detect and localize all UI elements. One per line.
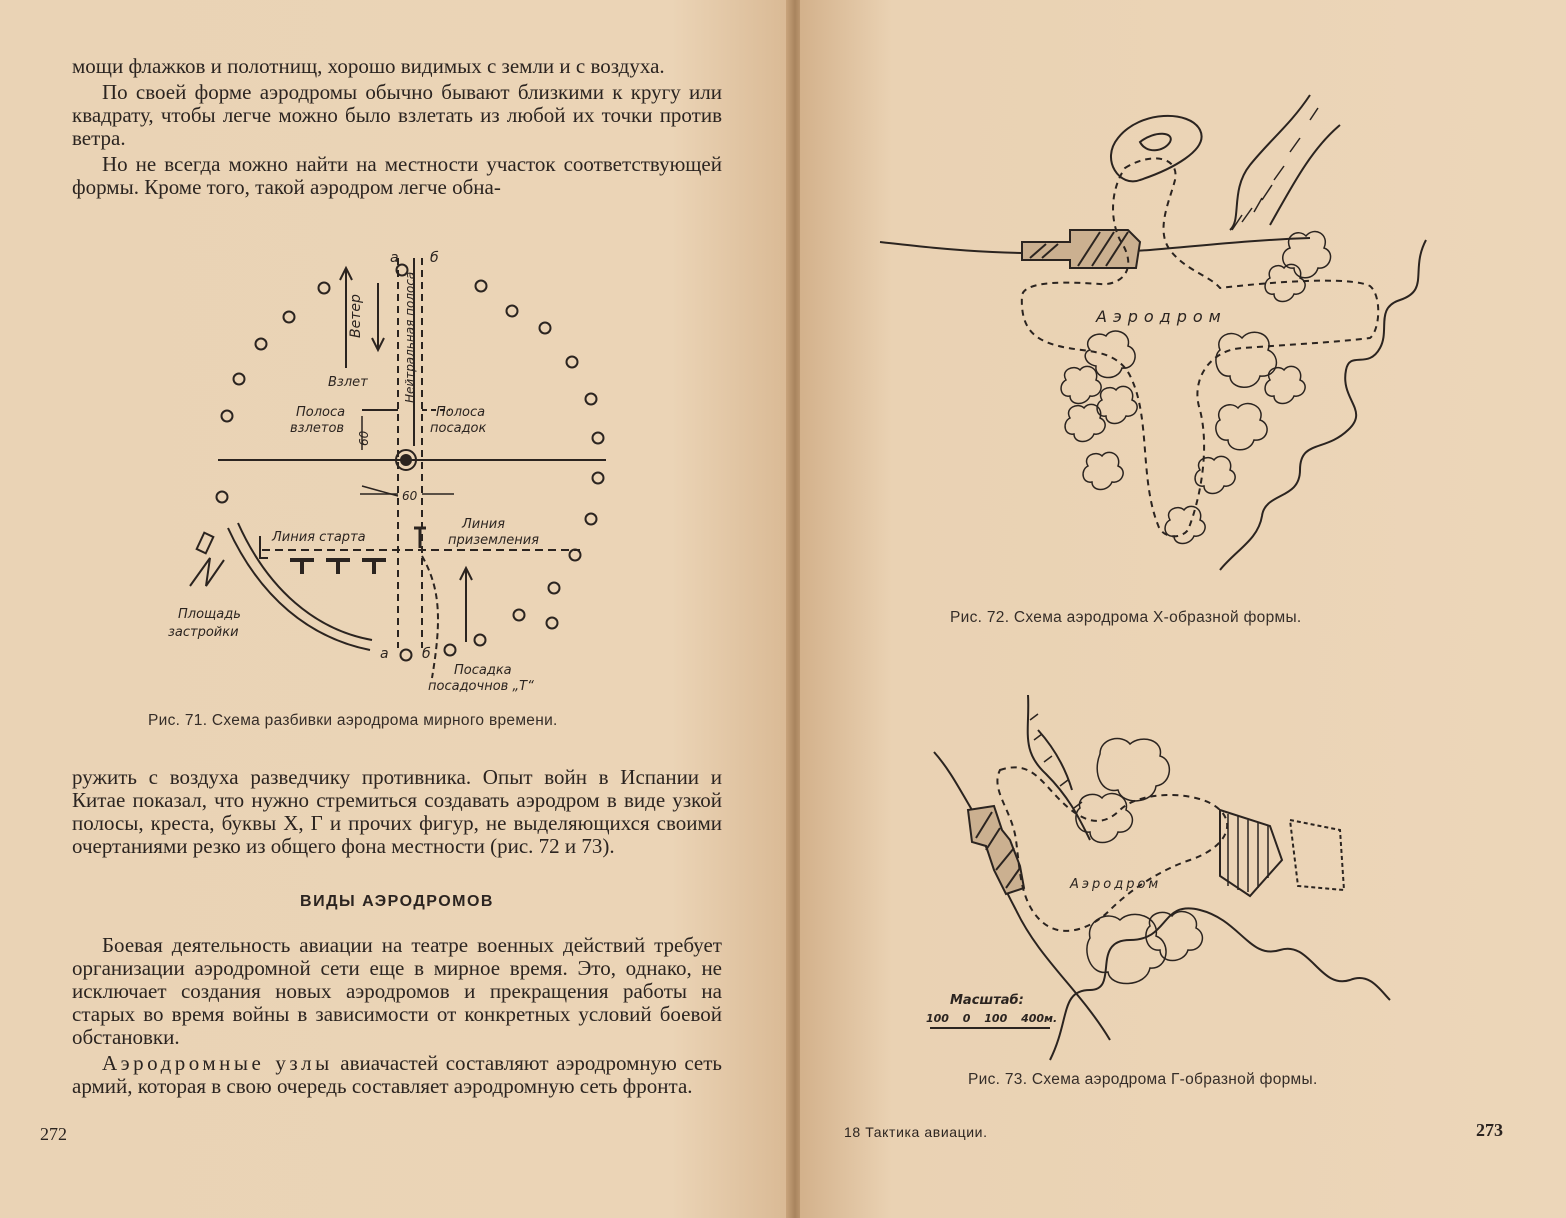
ravine-hatch	[1030, 714, 1082, 808]
paragraph-5: Боевая деятельность авиации на театре военных действий требует организации аэродромной сети еще в мирное время. Это, однако, не исключает создания новых аэродромов и прекращения работы на старых во время войны в зависимости от конкретных условий боевой обстановки.	[72, 933, 722, 1049]
label-building-area-1: Площадь	[178, 607, 241, 622]
figure-71-caption: Рис. 71. Схема разбивки аэродрома мирного времени.	[148, 712, 558, 729]
marker-circle	[445, 645, 456, 656]
right-page	[800, 0, 1566, 1218]
aircraft-icon	[290, 560, 314, 574]
field-hatched-1	[1220, 810, 1282, 896]
building-block	[968, 806, 1024, 894]
label-takeoff-strip-2: взлетов	[290, 421, 345, 436]
marker-circle	[319, 283, 330, 294]
marker-circle	[586, 514, 597, 525]
label-dim-horizontal: 60	[402, 489, 418, 503]
label-landing-strip-2: посадок	[430, 421, 487, 436]
label-landing-t-1: Посадка	[454, 663, 512, 678]
running-footer: 18 Тактика авиации.	[844, 1124, 988, 1140]
marker-circle	[549, 583, 560, 594]
building-symbol-box	[197, 533, 214, 554]
marker-circle	[586, 394, 597, 405]
aircraft-icon	[362, 560, 386, 574]
figure-72-caption: Рис. 72. Схема аэродрома Х-образной формы.	[950, 609, 1302, 626]
paragraph-6-rest: авиачастей составляют аэродромную сеть армий, которая в свою очередь составляет аэродромную сеть фронта.	[72, 1051, 722, 1098]
label-building-area-2: застройки	[168, 625, 239, 640]
label-landing-t-2: посадочнов „Т“	[428, 679, 534, 694]
section-heading: ВИДЫ АЭРОДРОМОВ	[300, 893, 494, 910]
figure-73-airfield-label: Аэродром	[1070, 877, 1162, 892]
figure-73-caption: Рис. 73. Схема аэродрома Г-образной формы.	[968, 1071, 1318, 1088]
center-target-dot	[401, 455, 411, 465]
page-number-left: 272	[40, 1124, 67, 1144]
figure-71-diagram	[150, 238, 630, 698]
building-symbol	[190, 558, 224, 586]
tree-cluster	[1076, 739, 1169, 843]
after-figure-text	[72, 766, 722, 858]
label-landing-line-2: приземления	[448, 533, 539, 548]
marker-circle	[401, 650, 412, 661]
tree-cluster	[1087, 912, 1203, 984]
label-b-bottom: б	[422, 646, 431, 662]
field-hatch	[1228, 814, 1268, 892]
paragraph-1: мощи флажков и полотнищ, хорошо видимых с земли и с воздуха.	[72, 54, 665, 78]
aircraft-icon	[326, 560, 350, 574]
top-text	[72, 55, 722, 199]
marker-circle	[222, 411, 233, 422]
marker-circle	[284, 312, 295, 323]
marker-circle	[547, 618, 558, 629]
ravine-hatch	[1232, 108, 1318, 230]
marker-circle	[540, 323, 551, 334]
label-takeoff: Взлет	[328, 375, 368, 390]
river-line	[1220, 240, 1426, 570]
label-landing-line-1: Линия	[462, 517, 505, 532]
figure-72-airfield-label: Аэродром	[1096, 307, 1227, 326]
field-hatched-2	[1290, 820, 1344, 890]
airfield-outline	[1022, 158, 1378, 536]
paragraph-6	[72, 1052, 722, 1098]
marker-circle	[570, 550, 581, 561]
label-a-top: а	[390, 250, 399, 266]
lake-outline	[1111, 116, 1202, 182]
label-b-top: б	[430, 250, 439, 266]
label-start-line: Линия старта	[272, 530, 366, 545]
river-line	[1050, 908, 1390, 1060]
ravine-left	[1230, 95, 1310, 230]
ravine-left	[1028, 695, 1090, 840]
marker-circle	[514, 610, 525, 621]
marker-circle	[593, 433, 604, 444]
lake-inner	[1140, 134, 1171, 151]
label-landing-strip-1: Полоса	[436, 405, 486, 420]
marker-circle	[476, 281, 487, 292]
label-dim-vertical: 60	[357, 430, 371, 446]
spaced-term: Аэродромные узлы	[102, 1051, 333, 1075]
figure-73-diagram	[920, 690, 1400, 1070]
ravine-right	[1270, 125, 1340, 225]
marker-circle	[567, 357, 578, 368]
label-takeoff-strip-1: Полоса	[296, 405, 346, 420]
label-neutral-strip: Нейтральная полоса	[403, 271, 417, 403]
airfield-outline	[997, 767, 1227, 931]
scale-title: Масштаб:	[950, 993, 1024, 1008]
marker-circle	[507, 306, 518, 317]
tree-cluster	[1165, 332, 1305, 543]
marker-circle	[217, 492, 228, 503]
page-number-right: 273	[1476, 1120, 1503, 1140]
paragraph-4: ружить с воздуха разведчику противника. Опыт войн в Испании и Китае показал, что нужно стремиться создавать аэродром в виде узкой полосы, креста, буквы Х, Г и прочих фигур, не выделяющихся своими очертаниями резко из общего фона местности (рис. 72 и 73).	[72, 765, 722, 858]
label-a-bottom: а	[380, 646, 389, 662]
start-flag	[260, 536, 268, 558]
marker-circle	[475, 635, 486, 646]
label-wind: Ветер	[348, 294, 364, 338]
marker-circle	[256, 339, 267, 350]
marker-circle	[593, 473, 604, 484]
figure-72-diagram	[870, 80, 1470, 590]
paragraph-2: По своей форме аэродромы обычно бывают близкими к кругу или квадрату, чтобы легче можно было взлетать из любой их точки против ветра.	[72, 80, 722, 150]
section-text	[72, 934, 722, 1098]
tree-cluster	[1061, 331, 1137, 489]
scale-values: 100 0 100 400м.	[926, 1012, 1058, 1025]
paragraph-3: Но не всегда можно найти на местности участок соответствующей формы. Кроме того, такой аэродром легче обна-	[72, 152, 722, 199]
marker-circle	[234, 374, 245, 385]
tree-cluster	[1265, 232, 1330, 302]
